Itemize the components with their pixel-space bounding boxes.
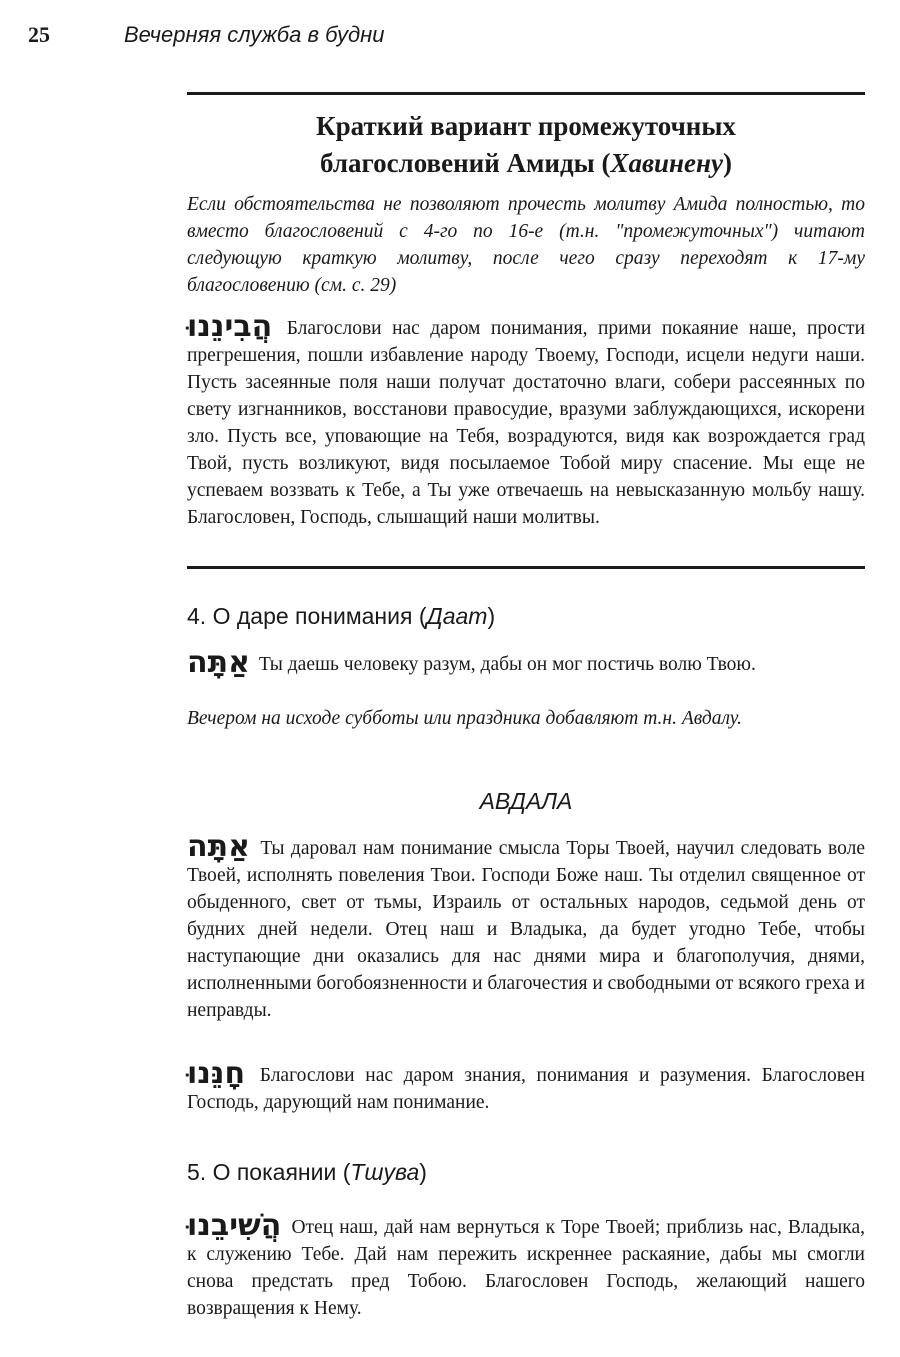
section-4-prayer-text: Ты даешь человеку разум, дабы он мог постичь волю Твою. — [258, 654, 756, 675]
avdala-prayer — [187, 829, 865, 1024]
page-header — [28, 22, 385, 58]
hebrew-word-hashivenu: הֲשִׁיבֵנוּ — [187, 1208, 282, 1243]
section-5-heading-prefix: 5. О покаянии ( — [187, 1159, 351, 1185]
box-title-line2-suffix: ) — [722, 148, 732, 178]
box-instruction-note: Если обстоятельства не позволяют прочесть молитву Амида полностью, то вместо благословений с 4-го по 16-е (т.н. "промежуточных") читают следующую краткую молитву, после чего сразу переходят к 17-му благословению (см. с. 29) — [187, 194, 865, 296]
hebrew-word-chonenu: חָנֵּנוּ — [187, 1056, 246, 1091]
section-4-heading-italic: Даат — [426, 603, 488, 629]
running-title: Вечерняя служба в будни — [124, 22, 385, 47]
hebrew-word-ata-avdala: אַתָּה — [187, 829, 250, 864]
box-top-rule — [187, 92, 865, 95]
box-title-line2-prefix: благословений Амиды ( — [320, 148, 611, 178]
box-bottom-rule — [187, 566, 865, 569]
section-5-heading — [187, 1157, 865, 1187]
section-4-prayer — [187, 645, 865, 680]
section-5-heading-italic: Тшува — [350, 1159, 420, 1185]
section-4-heading-suffix: ) — [487, 603, 496, 629]
section-4-note: Вечером на исходе субботы или праздника добавляют т.н. Авдалу. — [187, 708, 742, 729]
box-title-line1: Краткий вариант промежуточных — [316, 111, 736, 141]
page-number: 25 — [28, 22, 50, 47]
avdala-prayer-2-text: Благослови нас даром знания, понимания и разумения. Благословен Господь, дарующий нам понимание. — [187, 1065, 865, 1113]
box-title — [187, 108, 865, 182]
avdala-heading: АВДАЛА — [479, 788, 573, 814]
box-title-line2-italic: Хавинену — [610, 148, 723, 178]
section-5-prayer-text: Отец наш, дай нам вернуться к Торе Твоей; приблизь нас, Владыка, к служению Тебе. Дай нам пережить искреннее раскаяние, дабы мы смогли снова предстать пред Тобою. Благословен Господь, желающий нашего возвращения к Нему. — [187, 1217, 865, 1319]
box-prayer — [187, 309, 866, 531]
box-title-line2 — [187, 145, 865, 182]
section-4-heading-prefix: 4. О даре понимания ( — [187, 603, 427, 629]
section-4-heading — [187, 601, 865, 631]
box-prayer-text: Благослови нас даром понимания, прими покаяние наше, прости прегрешения, пошли избавление народу Твоему, Господи, исцели недуги наши. Пусть засеянные поля наши получат достаточно влаги, собери рассеянных по свету изгнанников, восстанови правосудие, вразуми заблуждающихся, искорени зло. Пусть все, уповающие на Тебя, возрадуются, видя как возрождается град Твой, пусть возликуют, видя посылаемое Тобой миру спасение. Мы еще не успеваем воззвать к Тебе, а Ты уже отвечаешь на невысказанную мольбу нашу. Благословен, Господь, слышащий наши молитвы. — [187, 318, 866, 528]
avdala-prayer-text: Ты даровал нам понимание смысла Торы Твоей, научил следовать воле Твоей, исполнять повеления Твои. Господи Боже наш. Ты отделил священное от обыденного, свет от тьмы, Израиль от остальных народов, седьмой день от будних дней недели. Отец наш и Владыка, да будет угодно Тебе, чтобы наступающие дни оказались для нас днями мира и благополучия, днями, исполненными богобоязненности и благочестия и свободными от всякого греха и неправды. — [187, 838, 865, 1021]
avdala-prayer-2 — [187, 1056, 865, 1116]
hebrew-word-havinenu: הֲבִינֵנוּ — [187, 309, 273, 344]
section-5-heading-suffix: ) — [419, 1159, 427, 1185]
hebrew-word-ata: אַתָּה — [187, 645, 250, 680]
section-5-prayer — [187, 1208, 865, 1322]
